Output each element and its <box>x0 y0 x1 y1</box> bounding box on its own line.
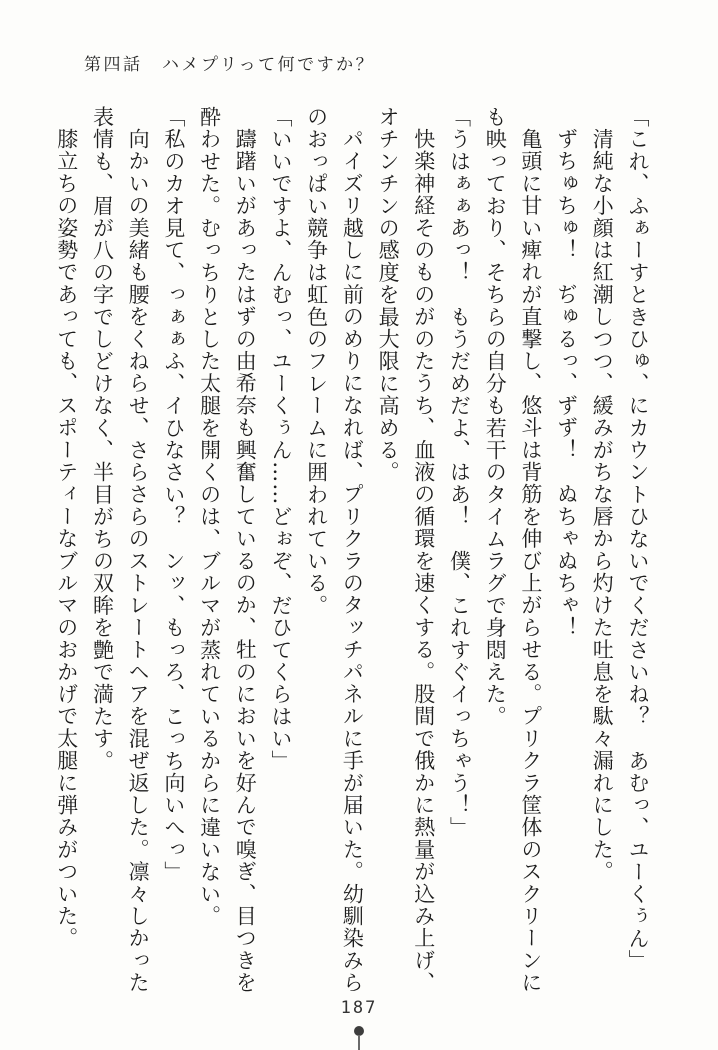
paragraph: 清純な小顔は紅潮しつつ、緩みがちな唇から灼けた吐息を駄々漏れにした。 <box>590 128 615 883</box>
paragraph: 「これ、ふぁーすときひゅ、にカウントひないでくださいね？ あむっ、ユーくぅん」 <box>626 106 650 972</box>
paragraph: 快楽神経そのものがのたうち、血液の循環を速くする。股間で俄かに熱量が込み上げ、オチンチンの感度を最大限に高める。 <box>376 106 436 994</box>
paragraph: 膝立ちの姿勢であっても、スポーティーなブルマのおかげで太腿に弾みがついた。 <box>54 128 79 950</box>
chapter-title: 第四話 ハメプリって何ですか？ <box>84 55 376 75</box>
paragraph: 亀頭に甘い痺れが直撃し、悠斗は背筋を伸び上がらせる。プリクラ筐体のスクリーンにも映っており、そちらの自分も若干のタイムラグで身悶えた。 <box>483 106 543 994</box>
paragraph: 躊躇いがあったはずの由希奈も興奮しているのか、牡のにおいを好んで嗅ぎ、目つきを酔わせた。むっちりとした太腿を開くのは、ブルマが蒸れているからに違いない。 <box>197 106 258 994</box>
page-footer <box>0 996 718 1050</box>
body-text <box>48 106 655 999</box>
paragraph: 「うはぁぁあっ！ もうだめだよ、はあ！ 僕、これすぐイっちゃう！」 <box>447 106 472 839</box>
pin-stem <box>358 1035 360 1050</box>
paragraph: パイズリ越しに前のめりになれば、プリクラのタッチパネルに手が届いた。幼馴染みらのおっぱい競争は虹色のフレームに囲われている。 <box>304 106 365 994</box>
paragraph: 「いいですよ、んむっ、ユーくぅん……どぉぞ、だひてくらはい」 <box>268 106 293 772</box>
paragraph: 向かいの美緒も腰をくねらせ、さらさらのストレートヘアを混ぜ返した。凛々しかった表情も、眉が八の字でしどけなく、半目がちの双眸を艶で満たす。 <box>90 106 151 994</box>
running-header <box>84 50 375 75</box>
paragraph: ずちゅちゅ！ ぢゅるっ、ずず！ ぬちゃぬちゃ！ <box>554 128 579 639</box>
paragraph: 「私のカオ見て、っぁぁふ、イひなさい？ ンッ、もっろ、こっち向いへっ」 <box>161 106 186 883</box>
page-number: 187 <box>340 998 378 1018</box>
pin-mark-icon <box>353 1026 365 1050</box>
